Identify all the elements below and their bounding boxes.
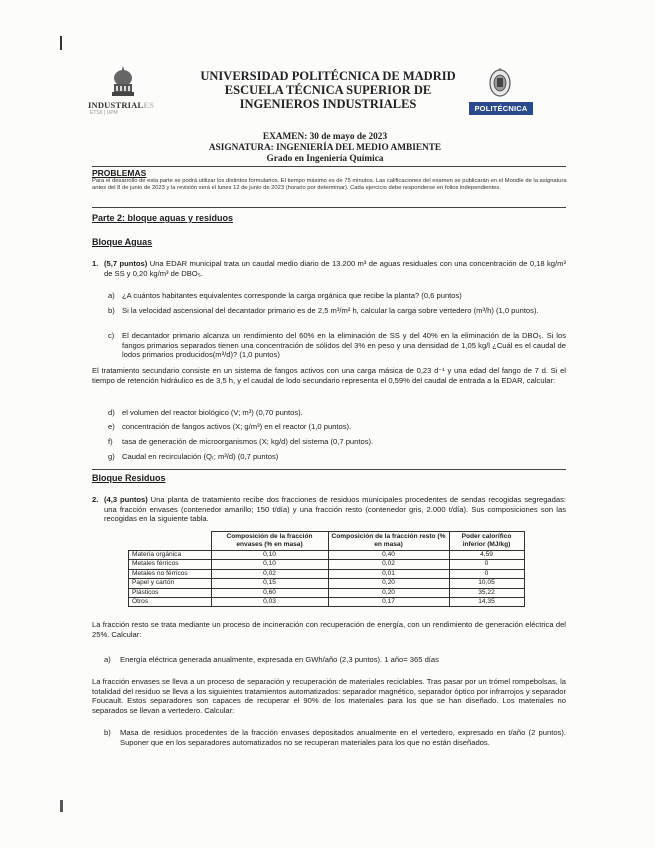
item-text: ¿A cuántos habitantes equivalentes corresponde la carga orgánica que recibe la planta? (0,6 puntos) — [122, 291, 462, 300]
question-1-text: Una EDAR municipal trata un caudal medio diario de 13.200 m³ de aguas residuales con una concentración de 0,18 kg/m³ de SS y 0,20 kg/m³ de DBO₅. — [104, 259, 566, 278]
university-name: UNIVERSIDAD POLITÉCNICA DE MADRID — [200, 69, 456, 83]
bloque-residuos-title: Bloque Residuos — [92, 473, 166, 483]
material-cell: Otros — [129, 598, 212, 607]
school-line-2: INGENIEROS INDUSTRIALES — [239, 97, 417, 111]
part2-title: Parte 2: bloque aguas y residuos — [92, 213, 234, 223]
question-1-points: (5,7 puntos) — [104, 259, 148, 268]
question-2-number: 2. — [92, 495, 99, 504]
item-text: el volumen del reactor biológico (V; m³) (0,70 puntos). — [122, 408, 303, 417]
exam-header — [88, 64, 568, 124]
item-label: b) — [104, 728, 111, 737]
item-text: concentración de fangos activos (X; g/m³) en el reactor (1,0 puntos). — [122, 422, 352, 431]
envases-cell: 0,15 — [211, 579, 328, 588]
item-text: Energía eléctrica generada anualmente, expresada en GWh/año (2,3 puntos). 1 año= 365 días — [120, 655, 439, 664]
envases-cell: 0,02 — [211, 569, 328, 578]
envases-cell: 0,60 — [211, 588, 328, 597]
item-text: tasa de generación de microorganismos (X; kg/d) del sistema (0,7 puntos). — [122, 437, 374, 446]
scan-mark — [60, 800, 63, 812]
question-2-points: (4,3 puntos) — [104, 495, 148, 504]
question-1-number: 1. — [92, 259, 99, 268]
pci-cell: 10,05 — [449, 579, 524, 588]
divider — [92, 166, 566, 167]
envases-cell: 0,03 — [211, 598, 328, 607]
envases-cell: 0,10 — [211, 560, 328, 569]
bloque-aguas-title: Bloque Aguas — [92, 237, 153, 247]
pci-cell: 0 — [449, 569, 524, 578]
scan-mark — [60, 36, 62, 50]
material-cell: Metales no férricos — [129, 569, 212, 578]
divider — [92, 469, 566, 470]
pci-cell: 35,22 — [449, 588, 524, 597]
etsii-subtext: ETSII | UPM — [90, 110, 118, 116]
question-2-text: Una planta de tratamiento recibe dos fracciones de residuos municipales procedentes de sendas recogidas segregadas: una fracción envases (contenedor amarillo; 150 t/día) y una fracción resto (contenedor gris, 2.000 t/día). Sus composiciones son las recogidas en la siguiente tabla. — [104, 495, 566, 524]
item-label: a) — [104, 655, 111, 664]
item-label: f) — [108, 437, 113, 446]
table-row — [129, 560, 525, 569]
composition-table — [128, 531, 525, 607]
politecnica-label: POLITÉCNICA — [469, 102, 533, 115]
resto-fraction-text: La fracción resto se trata mediante un proceso de incineración con recuperación de energía, con un rendimiento de generación eléctrica del 25%. Calcular: — [92, 620, 566, 639]
politecnica-logo — [466, 68, 536, 120]
university-title — [188, 69, 468, 111]
table-row — [129, 551, 525, 560]
resto-cell: 0,17 — [328, 598, 449, 607]
column-header: Composición de la fracción resto (% en masa) — [328, 532, 449, 551]
table-corner — [129, 532, 212, 551]
envases-cell: 0,10 — [211, 551, 328, 560]
problemas-instructions: Para el desarrollo de esta parte se podrá utilizar los distintos formularios. El tiempo máximo es de 75 minutos. Las calificaciones del examen se publicarán en el Moodle de la asignatura antes del 8 de junio de 2023 y la revisión será el lunes 12 de junio de 2023 (horario por determinar). Cada ejercicio debe responderse en folios independientes. — [92, 178, 567, 192]
column-header: Poder calorífico inferior (MJ/kg) — [449, 532, 524, 551]
material-cell: Metales férricos — [129, 560, 212, 569]
table-row — [129, 579, 525, 588]
material-cell: Papel y cartón — [129, 579, 212, 588]
item-label: c) — [108, 331, 115, 340]
divider — [92, 207, 566, 208]
table-row — [129, 598, 525, 607]
exam-date: EXAMEN: 30 de mayo de 2023 — [262, 132, 388, 142]
school-emblem-icon — [108, 64, 138, 100]
table-row — [129, 569, 525, 578]
item-text: Masa de residuos procedentes de la fracción envases depositados anualmente en el vertedero, expresado en t/año (2 puntos). Suponer que en los separadores automatizados no se recuperan materiales para los que no están diseñados. — [120, 728, 566, 747]
industriales-logo — [88, 64, 158, 120]
pci-cell: 14,35 — [449, 598, 524, 607]
exam-subject: ASIGNATURA: INGENIERÍA DEL MEDIO AMBIENTE — [208, 143, 442, 153]
resto-cell: 0,20 — [328, 588, 449, 597]
resto-cell: 0,01 — [328, 569, 449, 578]
item-text: El decantador primario alcanza un rendimiento del 60% en la eliminación de SS y del 40% en la eliminación de la DBO₅. Si los fangos primarios separados tienen una concentración de sólidos del 3% en peso y una densidad de 1,05 kg/l ¿Cuál es el caudal de lodos primarios producidos(m³/d)? (1,0 puntos) — [122, 331, 566, 360]
exam-degree: Grado en Ingeniería Química — [266, 154, 384, 164]
envases-fraction-text: La fracción envases se lleva a un proceso de separación y recuperación de materiales reciclables. Tras pasar por un trómel rompebolsas, la totalidad del residuo se lleva a los siguientes tratamientos automatizados: separador magnético, separador óptico por infrarrojos y separador Foucault. Estos separadores son capaces de recuperar el 90% de los materiales para los que se han diseñado. Los materiales no separados se llevan a vertedero. Calcular: — [92, 677, 566, 715]
item-label: b) — [108, 306, 115, 315]
resto-cell: 0,40 — [328, 551, 449, 560]
item-label: d) — [108, 408, 115, 417]
item-text: Si la velocidad ascensional del decantador primario es de 2,5 m³/m² h, calcular la carga sobre vertedero (m³/h) (1,0 puntos). — [122, 306, 539, 315]
column-header: Composición de la fracción envases (% en masa) — [211, 532, 328, 551]
problemas-title: PROBLEMAS — [92, 168, 147, 178]
material-cell: Materia orgánica — [129, 551, 212, 560]
item-label: a) — [108, 291, 115, 300]
item-text: Caudal en recirculación (Qᵣ; m³/d) (0,7 puntos) — [122, 452, 279, 461]
pci-cell: 0 — [449, 560, 524, 569]
industriales-wordmark: INDUSTRIALES — [88, 100, 155, 110]
question-1 — [104, 259, 566, 278]
question-2 — [104, 495, 566, 524]
resto-cell: 0,02 — [328, 560, 449, 569]
table-header-row — [129, 532, 525, 551]
item-label: e) — [108, 422, 115, 431]
upm-crest-icon — [488, 68, 512, 98]
secondary-treatment-text: El tratamiento secundario consiste en un sistema de fangos activos con una carga másica de 0,23 d⁻¹ y una edad del fango de 7 d. Si el tiempo de retención hidráulico es de 3,5 h, y el caudal de lodo secundario representa el 0,59% del caudal de entrada a la EDAR, calcular: — [92, 366, 566, 385]
resto-cell: 0,20 — [328, 579, 449, 588]
school-line-1: ESCUELA TÉCNICA SUPERIOR DE — [224, 83, 432, 97]
exam-heading — [160, 132, 490, 165]
material-cell: Plásticos — [129, 588, 212, 597]
table-row — [129, 588, 525, 597]
item-label: g) — [108, 452, 115, 461]
pci-cell: 4,59 — [449, 551, 524, 560]
